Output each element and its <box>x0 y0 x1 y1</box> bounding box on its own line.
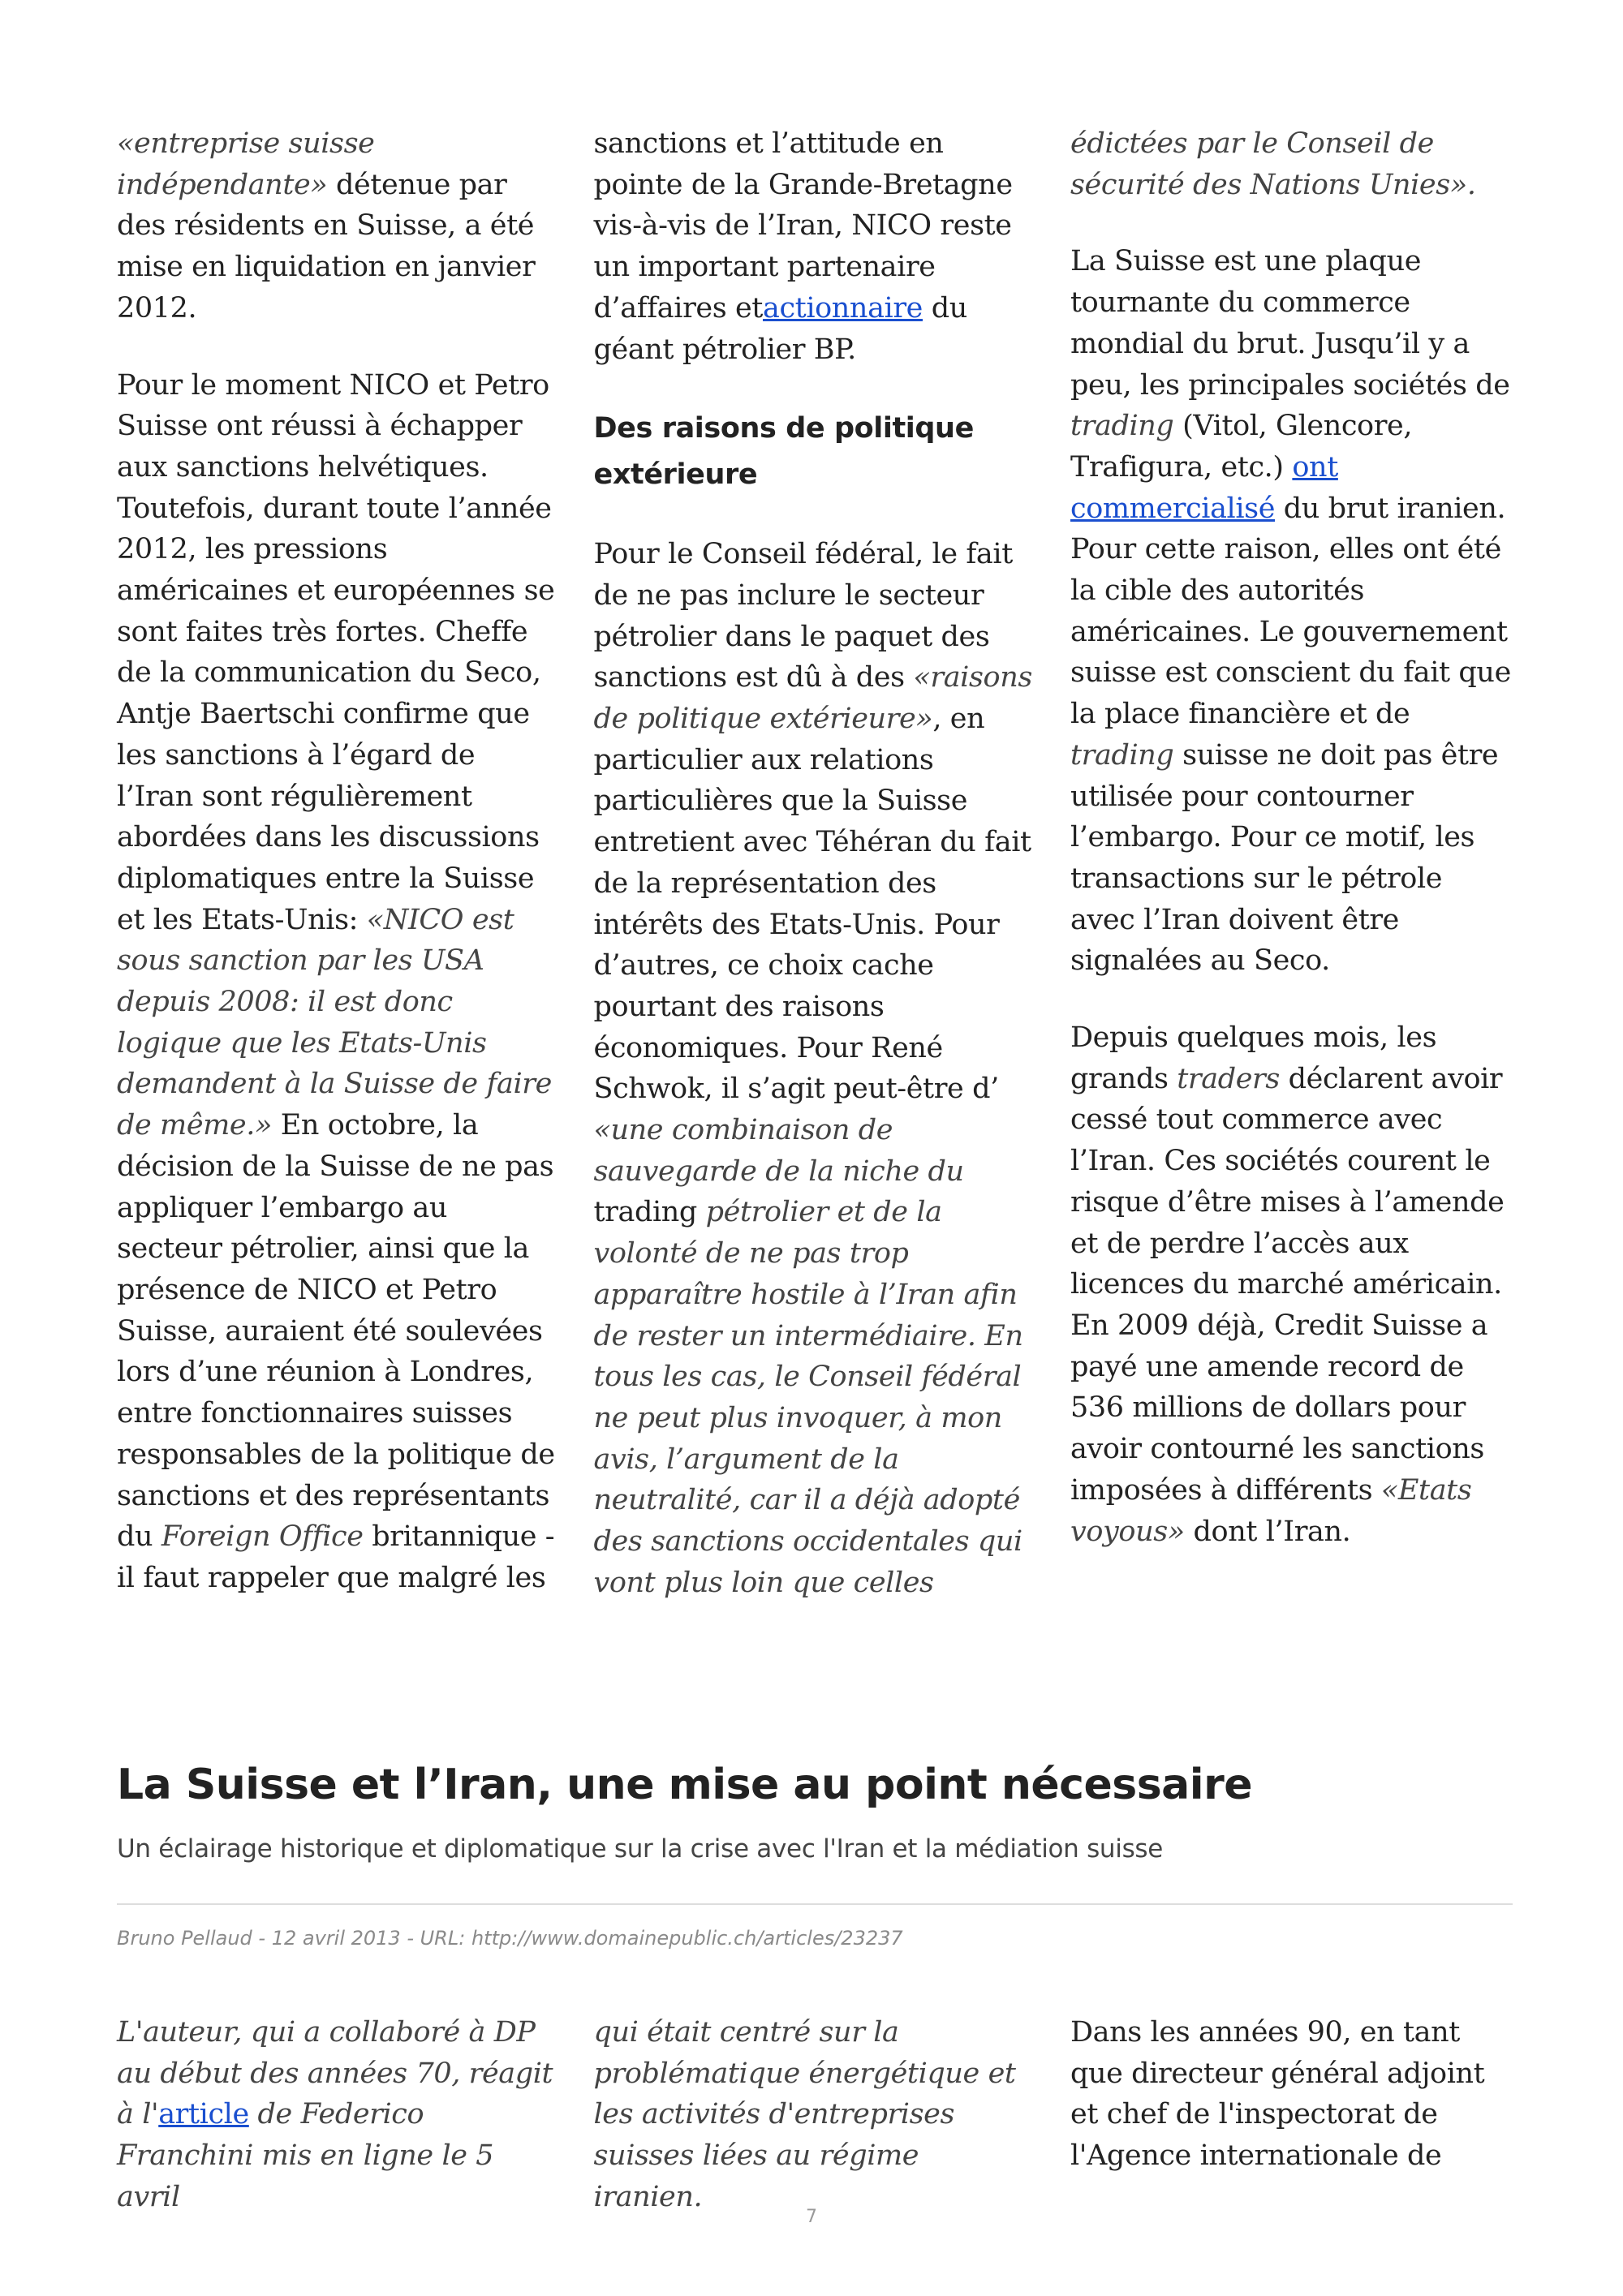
article-subtitle: Un éclairage historique et diplomatique sur la crise avec l'Iran et la médiation suisse <box>117 1834 1164 1864</box>
article-title: La Suisse et l’Iran, une mise au point nécessaire <box>117 1761 1252 1809</box>
section-heading: Des raisons de politique extérieure <box>593 412 974 492</box>
paragraph: Pour le Conseil fédéral, le fait de ne pas inclure le secteur pétrolier dans le paquet des sanctions est dû à des «raisons de politique extérieure», en particulier aux relations particulières que la Suisse entretient avec Téhéran du fait de la représentation des intérêts des Etats-Unis. Pour d’autres, ce choix cache pourtant des raisons économiques. Pour René Schwok, il s’agit peut-être d’ «une combinaison de sauvegarde de la niche du trading pétrolier et de la volonté de ne pas trop apparaître hostile à l’Iran afin de rester un intermédiaire. En tous les cas, le Conseil fédéral ne peut plus invoquer, à mon avis, l’argument de la neutralité, car il a déjà adopté des sanctions occidentales qui vont plus loin que celles <box>593 538 1032 1599</box>
paragraph: édictées par le Conseil de sécurité des Nations Unies». <box>1070 127 1476 201</box>
lower-column-2 <box>594 2012 1036 2218</box>
lower-column-3 <box>1070 2012 1513 2218</box>
lower-columns <box>117 2012 1513 2218</box>
paragraph: Dans les années 90, en tant que directeur général adjoint et chef de l'inspectorat de l'Agence internationale de <box>1070 2016 1485 2173</box>
article-link[interactable]: article <box>158 2098 249 2131</box>
actionnaire-link[interactable]: actionnaire <box>762 291 923 325</box>
upper-column-3 <box>1070 123 1513 1604</box>
paragraph: Pour le moment NICO et Petro Suisse ont réussi à échapper aux sanctions helvétiques. Toutefois, durant toute l’année 2012, les pressions américaines et européennes se sont faites très fortes. Cheffe de la communication du Seco, Antje Baertschi confirme que les sanctions à l’égard de l’Iran sont régulièrement abordées dans les discussions diplomatiques entre la Suisse et les Etats-Unis: «NICO est sous sanction par les USA depuis 2008: il est donc logique que les Etats-Unis demandent à la Suisse de faire de même.» En octobre, la décision de la Suisse de ne pas appliquer l’embargo au secteur pétrolier, ainsi que la présence de NICO et Petro Suisse, auraient été soulevées lors d’une réunion à Londres, entre fonctionnaires suisses responsables de la politique de sanctions et des représentants du Foreign Office britannique - il faut rappeler que malgré les <box>117 368 555 1594</box>
paragraph: L'auteur, qui a collaboré à DP au début des années 70, réagit à l'article de Federico Franchini mis en ligne le 5 avril <box>117 2016 553 2213</box>
commercialise-link[interactable]: ont commercialisé <box>1070 450 1338 525</box>
paragraph: qui était centré sur la problématique énergétique et les activités d'entreprises suisses liées au régime iranien. <box>593 2016 1016 2213</box>
divider <box>117 1903 1513 1905</box>
upper-columns <box>117 123 1513 1604</box>
paragraph: Depuis quelques mois, les grands traders déclarent avoir cessé tout commerce avec l’Iran. Ces sociétés courent le risque d’être mises à l’amende et de perdre l’accès aux licences du marché américain. En 2009 déjà, Credit Suisse a payé une amende record de 536 millions de dollars pour avoir contourné les sanctions imposées à différents «Etats voyous» dont l’Iran. <box>1070 1021 1505 1548</box>
paragraph: La Suisse est une plaque tournante du commerce mondial du brut. Jusqu’il y a peu, les principales sociétés de trading (Vitol, Glencore, Trafigura, etc.) ont commercialisé du brut iranien. Pour cette raison, elles ont été la cible des autorités américaines. Le gouvernement suisse est conscient du fait que la place financière et de trading suisse ne doit pas être utilisée pour contourner l’embargo. Pour ce motif, les transactions sur le pétrole avec l’Iran doivent être signalées au Seco. <box>1070 245 1511 978</box>
page-number: 7 <box>806 2207 817 2227</box>
paragraph: sanctions et l’attitude en pointe de la Grande-Bretagne vis-à-vis de l’Iran, NICO reste un important partenaire d’affaires etactionnaire du géant pétrolier BP. <box>593 127 1013 366</box>
lower-column-1 <box>117 2012 559 2218</box>
upper-column-2 <box>594 123 1036 1604</box>
article-byline: Bruno Pellaud - 12 avril 2013 - URL: http://www.domainepublic.ch/articles/23237 <box>117 1927 903 1950</box>
paragraph: «entreprise suisse indépendante» détenue par des résidents en Suisse, a été mise en liquidation en janvier 2012. <box>117 127 536 325</box>
upper-column-1 <box>117 123 559 1604</box>
